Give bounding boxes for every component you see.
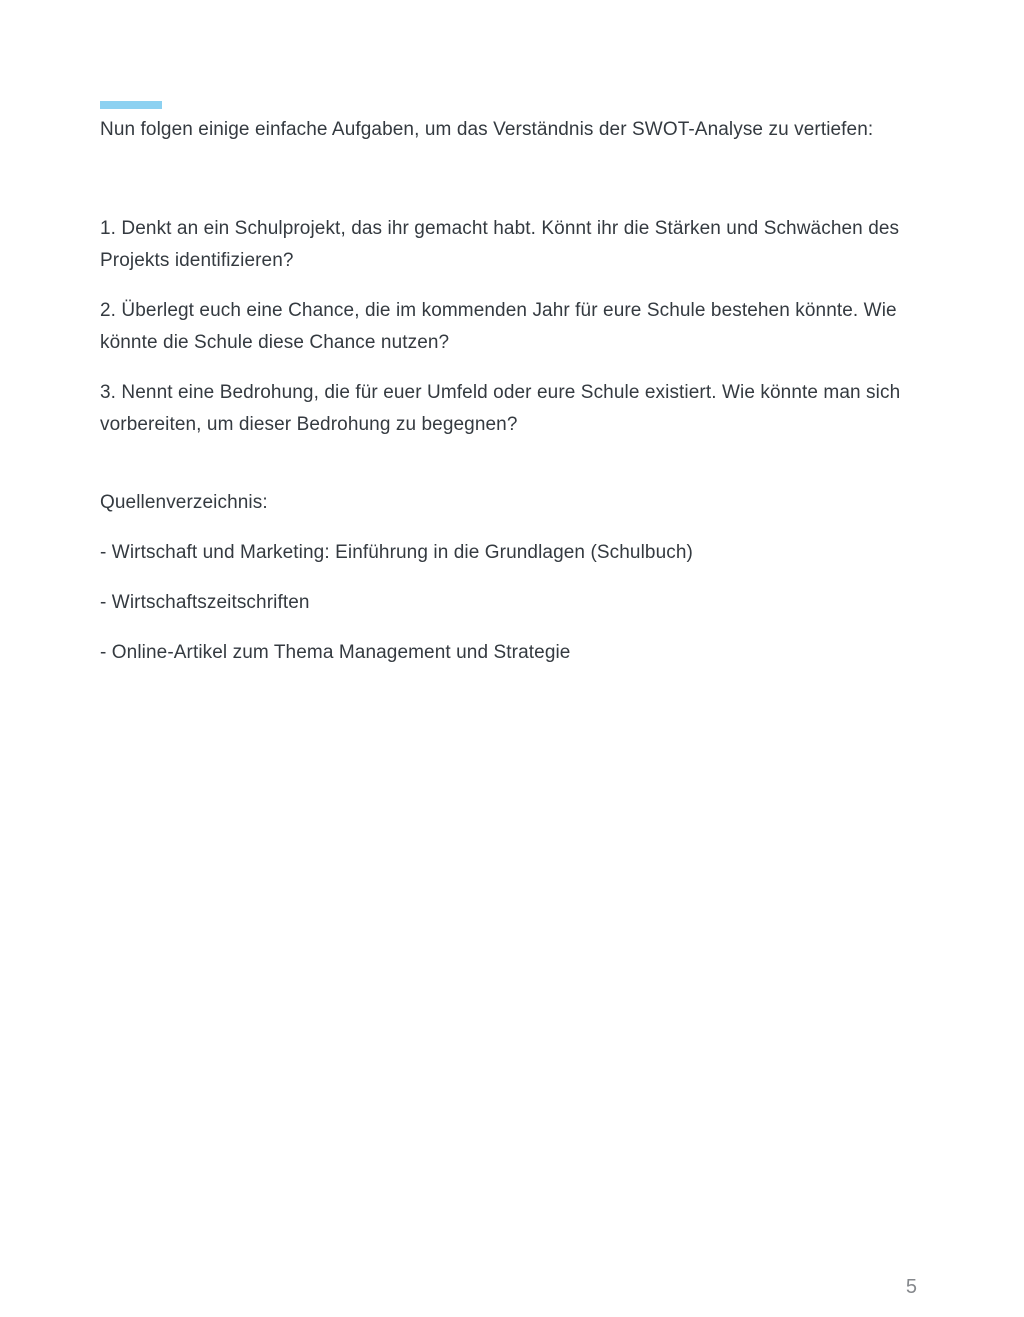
intro-paragraph: Nun folgen einige einfache Aufgaben, um das Verständnis der SWOT-Analyse zu vertiefen: (100, 119, 874, 140)
page-number: 5 (905, 1276, 917, 1298)
sources-heading: Quellenverzeichnis: (100, 492, 268, 513)
accent-bar (100, 101, 162, 109)
task-item-3: 3. Nennt eine Bedrohung, die für euer Umfeld oder eure Schule existiert. Wie könnte man sich vorbereiten, um dieser Bedrohung zu begegnen? (100, 382, 901, 435)
task-item-2: 2. Überlegt euch eine Chance, die im kommenden Jahr für eure Schule bestehen könnte. Wie könnte die Schule diese Chance nutzen? (100, 300, 897, 353)
source-item-3: - Online-Artikel zum Thema Management und Strategie (100, 642, 571, 663)
sources-list (100, 537, 928, 669)
tasks-list (100, 213, 928, 441)
source-item-1: - Wirtschaft und Marketing: Einführung in die Grundlagen (Schulbuch) (100, 542, 693, 563)
source-item-2: - Wirtschaftszeitschriften (100, 592, 310, 613)
task-item-1: 1. Denkt an ein Schulprojekt, das ihr gemacht habt. Könnt ihr die Stärken und Schwächen des Projekts identifizieren? (100, 218, 900, 271)
